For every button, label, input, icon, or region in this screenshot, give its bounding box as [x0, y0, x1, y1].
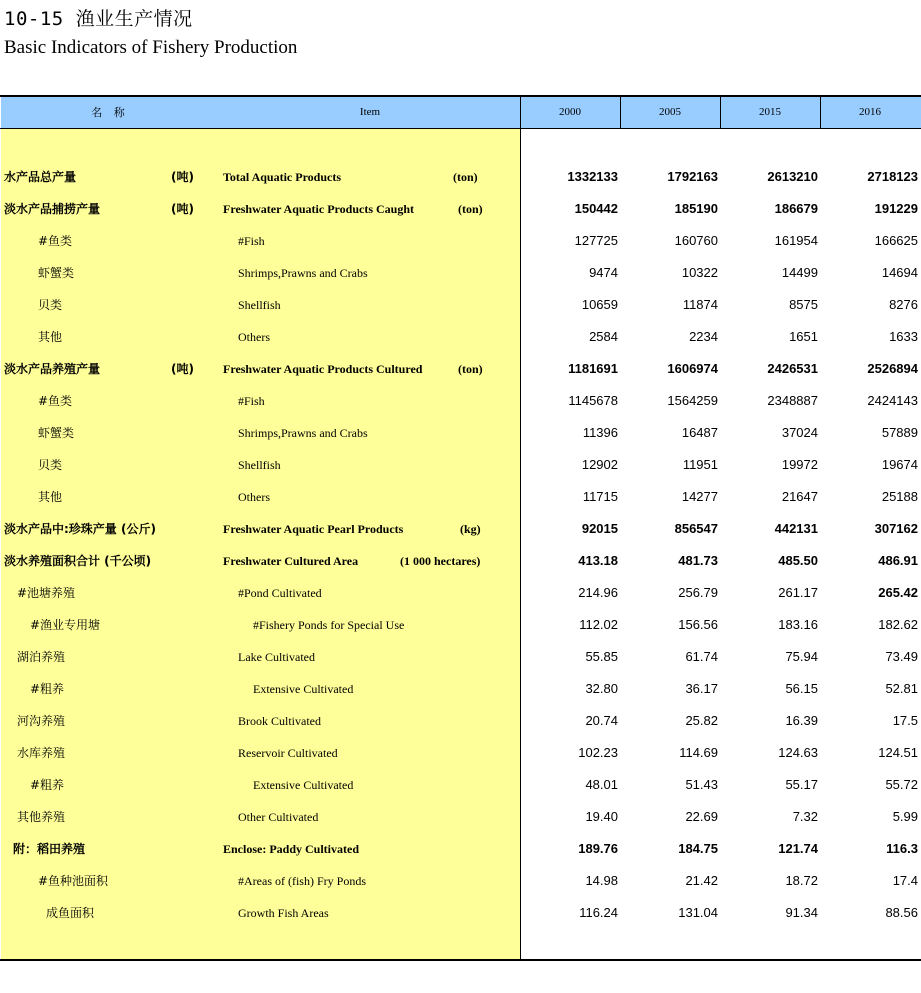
header-name-cn: 名 称: [91, 106, 129, 119]
row-label-cn: 虾蟹类: [38, 266, 75, 280]
cell-2015: 16.39: [785, 713, 818, 728]
row-label-en: Freshwater Aquatic Products Caught: [223, 202, 415, 216]
row-label-en: Others: [238, 330, 270, 344]
cell-2005: 22.69: [685, 809, 718, 824]
cell-2000: 127725: [574, 233, 618, 248]
cell-2015: 186679: [774, 201, 818, 216]
cell-2000: 112.02: [579, 617, 618, 632]
cell-2016: 486.91: [878, 553, 918, 568]
row-label-cn: 贝类: [38, 458, 63, 472]
cell-2016: 2718123: [867, 169, 918, 184]
table-row: [0, 225, 921, 257]
row-label-en: Growth Fish Areas: [238, 906, 329, 920]
row-label-en: Others: [238, 490, 270, 504]
table-bottom-rule: [0, 959, 921, 961]
cell-2016: 17.5: [892, 713, 918, 728]
cell-2005: 25.82: [685, 713, 718, 728]
row-label-en: #Fishery Ponds for Special Use: [253, 618, 405, 632]
cell-2005: 160760: [674, 233, 718, 248]
row-unit-en: (ton): [458, 362, 483, 376]
table-row: [0, 321, 921, 353]
cell-2000: 48.01: [585, 777, 618, 792]
row-label-en: Shellfish: [238, 458, 281, 472]
row-unit-cn: (吨): [171, 362, 194, 376]
row-label-en: Freshwater Aquatic Pearl Products: [223, 522, 404, 536]
row-label-cn: 湖泊养殖: [17, 650, 66, 664]
table-row: [0, 193, 921, 225]
row-label-cn: 其他养殖: [17, 810, 66, 824]
cell-2005: 1606974: [667, 361, 718, 376]
page-title-chinese: 10-15 渔业生产情况: [4, 8, 193, 30]
cell-2005: 114.69: [679, 745, 718, 760]
cell-2015: 18.72: [785, 873, 818, 888]
row-label-cn: 淡水养殖面积合计 (千公顷): [4, 554, 152, 568]
cell-2015: 14499: [781, 265, 818, 280]
row-label-cn: 水库养殖: [17, 746, 66, 760]
cell-2000: 2584: [589, 329, 618, 344]
cell-2016: 57889: [881, 425, 918, 440]
header-year-2005: 2005: [659, 106, 681, 118]
table-row: [0, 289, 921, 321]
cell-2015: 161954: [774, 233, 818, 248]
cell-2005: 185190: [674, 201, 718, 216]
row-label-en: Other Cultivated: [238, 810, 319, 824]
row-unit-en: (ton): [458, 202, 483, 216]
cell-2016: 17.4: [892, 873, 918, 888]
row-label-en: Freshwater Aquatic Products Cultured: [223, 362, 423, 376]
table-row: [0, 545, 921, 577]
cell-2000: 1181691: [568, 361, 618, 376]
cell-2015: 261.17: [778, 585, 818, 600]
row-unit-cn: (吨): [171, 170, 194, 184]
table-row: [0, 609, 921, 641]
cell-2000: 1145678: [568, 393, 618, 408]
table-row: [0, 897, 921, 929]
row-label-en: #Fish: [238, 394, 265, 408]
row-label-cn: #粗养: [30, 778, 65, 792]
table-row: [0, 673, 921, 705]
row-label-cn: #池塘养殖: [17, 586, 76, 600]
cell-2016: 55.72: [885, 777, 918, 792]
table-row: [0, 513, 921, 545]
row-unit-cn: (吨): [171, 202, 194, 216]
cell-2000: 14.98: [585, 873, 618, 888]
row-label-en: Freshwater Cultured Area: [223, 554, 359, 568]
cell-2016: 8276: [889, 297, 918, 312]
cell-2015: 19972: [781, 457, 818, 472]
cell-2000: 19.40: [585, 809, 618, 824]
row-label-cn: 水产品总产量: [4, 170, 77, 184]
row-label-en: Lake Cultivated: [238, 650, 315, 664]
cell-2005: 1792163: [667, 169, 718, 184]
cell-2016: 5.99: [892, 809, 918, 824]
row-label-en: Brook Cultivated: [238, 714, 321, 728]
cell-2015: 124.63: [778, 745, 818, 760]
cell-2000: 10659: [581, 297, 618, 312]
cell-2005: 131.04: [678, 905, 718, 920]
row-label-cn: 淡水产品捕捞产量: [4, 202, 101, 216]
row-label-cn: #渔业专用塘: [30, 618, 101, 632]
cell-2016: 25188: [881, 489, 918, 504]
row-label-en: Shrimps,Prawns and Crabs: [238, 266, 368, 280]
row-label-en: Extensive Cultivated: [253, 682, 354, 696]
cell-2000: 116.24: [579, 905, 618, 920]
header-year-2015: 2015: [759, 106, 781, 118]
row-label-cn: 成鱼面积: [46, 906, 95, 920]
cell-2000: 9474: [589, 265, 618, 280]
table-row: [0, 385, 921, 417]
cell-2016: 2424143: [867, 393, 918, 408]
table-row: [0, 353, 921, 385]
cell-2000: 32.80: [585, 681, 618, 696]
table-row: [0, 705, 921, 737]
cell-2005: 156.56: [678, 617, 718, 632]
cell-2015: 183.16: [778, 617, 818, 632]
cell-2016: 166625: [874, 233, 918, 248]
cell-2000: 102.23: [578, 745, 618, 760]
row-label-en: #Pond Cultivated: [238, 586, 322, 600]
cell-2000: 11715: [582, 489, 618, 504]
cell-2016: 88.56: [885, 905, 918, 920]
cell-2015: 2348887: [767, 393, 818, 408]
row-label-cn: #鱼类: [38, 234, 73, 248]
cell-2000: 150442: [574, 201, 618, 216]
row-unit-en: (kg): [460, 522, 481, 536]
cell-2005: 11874: [682, 297, 718, 312]
row-label-cn: 附：稻田养殖: [13, 842, 86, 856]
cell-2000: 11396: [582, 425, 618, 440]
row-label-en: #Fish: [238, 234, 265, 248]
cell-2016: 265.42: [878, 585, 918, 600]
row-unit-en: (1 000 hectares): [400, 554, 481, 568]
cell-2005: 856547: [674, 521, 718, 536]
cell-2015: 2426531: [767, 361, 818, 376]
cell-2005: 61.74: [685, 649, 718, 664]
row-label-cn: #鱼类: [38, 394, 73, 408]
table-row: [0, 801, 921, 833]
cell-2015: 485.50: [778, 553, 818, 568]
cell-2000: 413.18: [578, 553, 618, 568]
row-label-cn: 淡水产品中:珍珠产量 (公斤): [4, 522, 156, 536]
cell-2016: 1633: [889, 329, 918, 344]
page-title-english: Basic Indicators of Fishery Production: [4, 37, 298, 58]
row-label-en: Shellfish: [238, 298, 281, 312]
cell-2000: 92015: [581, 521, 618, 536]
row-label-cn: #鱼种池面积: [38, 874, 109, 888]
cell-2016: 73.49: [885, 649, 918, 664]
cell-2016: 116.3: [886, 841, 918, 856]
cell-2015: 21647: [781, 489, 818, 504]
table-row: [0, 577, 921, 609]
table-row: [0, 481, 921, 513]
table-row: [0, 641, 921, 673]
table-row: [0, 449, 921, 481]
cell-2000: 189.76: [578, 841, 618, 856]
cell-2016: 2526894: [867, 361, 918, 376]
row-label-en: #Areas of (fish) Fry Ponds: [238, 874, 366, 888]
row-label-en: Enclose: Paddy Cultivated: [223, 842, 360, 856]
cell-2016: 307162: [874, 521, 918, 536]
cell-2005: 11951: [682, 457, 718, 472]
cell-2005: 51.43: [685, 777, 718, 792]
cell-2015: 442131: [774, 521, 818, 536]
cell-2005: 10322: [681, 265, 718, 280]
table-row: [0, 161, 921, 193]
cell-2015: 2613210: [767, 169, 818, 184]
header-item: Item: [359, 106, 381, 118]
row-label-en: Reservoir Cultivated: [238, 746, 338, 760]
table-body: [0, 161, 921, 929]
header-year-2000: 2000: [559, 106, 581, 118]
cell-2015: 8575: [789, 297, 818, 312]
cell-2000: 214.96: [578, 585, 618, 600]
row-label-en: Total Aquatic Products: [223, 170, 342, 184]
row-unit-en: (ton): [453, 170, 478, 184]
row-label-en: Extensive Cultivated: [253, 778, 354, 792]
cell-2016: 52.81: [885, 681, 918, 696]
cell-2015: 55.17: [785, 777, 818, 792]
table-row: [0, 833, 921, 865]
table-row: [0, 769, 921, 801]
cell-2005: 2234: [689, 329, 718, 344]
cell-2000: 55.85: [585, 649, 618, 664]
cell-2015: 91.34: [785, 905, 818, 920]
cell-2005: 16487: [681, 425, 718, 440]
cell-2005: 481.73: [678, 553, 718, 568]
cell-2015: 75.94: [785, 649, 818, 664]
cell-2005: 184.75: [678, 841, 718, 856]
row-label-cn: 其他: [38, 330, 63, 344]
row-label-cn: 贝类: [38, 298, 63, 312]
cell-2005: 36.17: [685, 681, 718, 696]
cell-2015: 1651: [789, 329, 818, 344]
cell-2016: 191229: [874, 201, 918, 216]
cell-2005: 21.42: [685, 873, 718, 888]
cell-2015: 7.32: [792, 809, 818, 824]
cell-2016: 14694: [881, 265, 918, 280]
cell-2000: 20.74: [585, 713, 618, 728]
cell-2016: 19674: [881, 457, 918, 472]
table-row: [0, 417, 921, 449]
cell-2015: 37024: [781, 425, 818, 440]
cell-2015: 56.15: [785, 681, 818, 696]
header-year-2016: 2016: [859, 106, 881, 118]
row-label-cn: #粗养: [30, 682, 65, 696]
cell-2016: 124.51: [878, 745, 918, 760]
table-row: [0, 257, 921, 289]
cell-2016: 182.62: [878, 617, 918, 632]
row-label-en: Shrimps,Prawns and Crabs: [238, 426, 368, 440]
cell-2015: 121.74: [778, 841, 818, 856]
cell-2005: 1564259: [667, 393, 718, 408]
cell-2000: 12902: [581, 457, 618, 472]
cell-2000: 1332133: [567, 169, 618, 184]
table-row: [0, 737, 921, 769]
row-label-cn: 虾蟹类: [38, 426, 75, 440]
cell-2005: 256.79: [678, 585, 718, 600]
row-label-cn: 其他: [38, 490, 63, 504]
row-label-cn: 河沟养殖: [17, 714, 66, 728]
cell-2005: 14277: [681, 489, 718, 504]
row-label-cn: 淡水产品养殖产量: [4, 362, 101, 376]
table-row: [0, 865, 921, 897]
